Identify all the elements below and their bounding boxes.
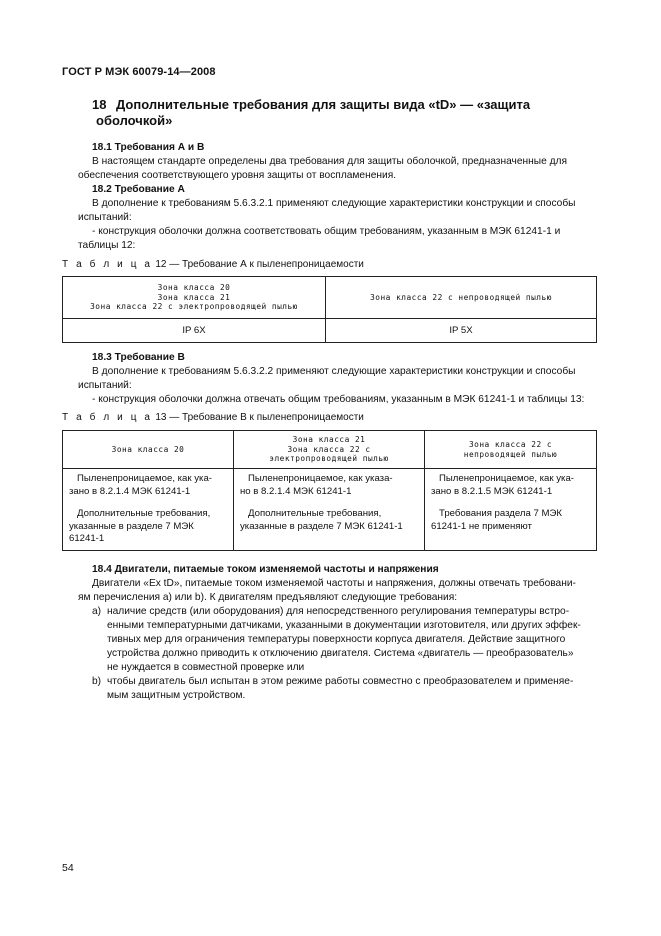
- list-text: енными температурными датчиками, указанными в документации изготовителя, или других эффек-: [107, 620, 581, 631]
- cell-text: Зона класса 22 с электропроводящей пылью: [90, 302, 298, 312]
- page-number: 54: [62, 862, 74, 874]
- paragraph-line: В настоящем стандарте определены два требования для защиты оболочкой, предназначенные для: [92, 156, 567, 167]
- cell-text: Пыленепроницаемое, как ука-: [77, 473, 212, 484]
- subsection-18-4-title: 18.4 Двигатели, питаемые током изменяемой частоты и напряжения: [92, 564, 439, 575]
- caption-text: 12 — Требование А к пыленепроницаемости: [155, 259, 364, 270]
- subsection-18-1-title: 18.1 Требования А и В: [92, 142, 205, 153]
- table-header-cell: [425, 431, 597, 469]
- cell-text: электропроводящей пылью: [269, 454, 389, 464]
- paragraph-line: испытаний:: [78, 212, 132, 223]
- table-header-row: [63, 277, 597, 319]
- list-item-b: [92, 675, 602, 703]
- cell-text: зано в 8.2.1.4 МЭК 61241-1: [69, 485, 191, 497]
- document-header: ГОСТ Р МЭК 60079-14—2008: [62, 66, 216, 78]
- cell-text: Зона класса 22 с непроводящей пылью: [370, 292, 552, 302]
- table-cell: [63, 469, 234, 551]
- table-cell: IP 6X: [63, 319, 326, 343]
- paragraph-line: таблицы 12:: [78, 240, 136, 251]
- cell-text: Зона класса 22 с: [287, 444, 371, 454]
- paragraph-line: ям перечисления а) или b). К двигателям предъявляют следующие требования:: [78, 592, 458, 603]
- caption-text: 13 — Требование В к пыленепроницаемости: [155, 412, 364, 423]
- list-label: b): [92, 676, 102, 687]
- cell-text: Требования раздела 7 МЭК: [439, 508, 562, 519]
- caption-prefix: Т а б л и ц а: [62, 412, 153, 423]
- table-header-cell: [326, 277, 597, 319]
- subsection-18-3-title: 18.3 Требование В: [92, 352, 185, 363]
- cell-text: Пыленепроницаемое, как ука-: [439, 473, 574, 484]
- cell-text: Дополнительные требования,: [77, 508, 211, 519]
- paragraph-line: Двигатели «Ex tD», питаемые током изменяемой частоты и напряжения, должны отвечать требовани-: [92, 578, 576, 589]
- table-12: [62, 276, 597, 343]
- table-row: [63, 469, 597, 551]
- table-cell: IP 5X: [326, 319, 597, 343]
- list-item-a: [92, 605, 602, 675]
- paragraph-line: - конструкция оболочки должна соответствовать общим требованиям, указанным в МЭК 61241-1 и: [92, 226, 561, 237]
- list-text: не нуждается в совместной проверке или: [107, 662, 305, 673]
- cell-text: Зона класса 21: [292, 435, 366, 445]
- cell-text: указанные в разделе 7 МЭК: [69, 520, 194, 532]
- cell-text: 61241-1 не применяют: [431, 520, 532, 532]
- section-title-line1: Дополнительные требования для защиты вида «tD» — «защита: [116, 97, 531, 112]
- table-header-cell: [63, 277, 326, 319]
- cell-text: Пыленепроницаемое, как указа-: [248, 473, 393, 484]
- section-title-line2: оболочкой»: [96, 113, 173, 128]
- paragraph-line: - конструкция оболочки должна отвечать общим требованиям, указанным в МЭК 61241-1 и таблицы 13:: [92, 394, 585, 405]
- section-18-heading: [92, 97, 612, 129]
- table-header-cell: [63, 431, 234, 469]
- cell-text: Зона класса 22 с: [468, 440, 553, 449]
- list-text: чтобы двигатель был испытан в этом режиме работы совместно с преобразователем и применяе-: [107, 676, 574, 687]
- cell-text: Зона класса 20: [111, 444, 185, 454]
- cell-text: указанные в разделе 7 МЭК 61241-1: [240, 520, 403, 532]
- list-text: тивных мер для ограничения температуры поверхности корпуса двигателя. Действие защитного: [107, 634, 566, 645]
- table-13: [62, 430, 597, 551]
- cell-text: 61241-1: [69, 533, 105, 544]
- list-text: наличие средств (или оборудования) для непосредственного регулирования температуры встро-: [107, 606, 570, 617]
- cell-text: непроводящей пылью: [463, 449, 558, 459]
- caption-prefix: Т а б л и ц а: [62, 259, 153, 270]
- paragraph-line: обеспечения соответствующего уровня защиты от воспламенения.: [78, 170, 397, 181]
- table-cell: [425, 469, 597, 551]
- table-header-cell: [234, 431, 425, 469]
- table-header-row: [63, 431, 597, 469]
- cell-text: но в 8.2.1.4 МЭК 61241-1: [240, 485, 352, 497]
- list-text: устройства должно приводить к отключению двигателя. Система «двигатель — преобразователь»: [107, 648, 574, 659]
- paragraph-line: испытаний:: [78, 380, 132, 391]
- cell-text: Зона класса 20: [157, 283, 231, 293]
- table-cell: [234, 469, 425, 551]
- table-12-caption: [62, 259, 364, 270]
- list-text: мым защитным устройством.: [107, 690, 246, 701]
- list-label: a): [92, 606, 102, 617]
- section-number: 18: [92, 97, 107, 112]
- paragraph-line: В дополнение к требованиям 5.6.3.2.2 применяют следующие характеристики конструкции и способы: [92, 366, 576, 377]
- table-row: [63, 319, 597, 343]
- cell-text: зано в 8.2.1.5 МЭК 61241-1: [431, 485, 553, 497]
- cell-text: Зона класса 21: [157, 292, 231, 302]
- table-13-caption: [62, 412, 364, 423]
- cell-text: Дополнительные требования,: [248, 508, 382, 519]
- subsection-18-2-title: 18.2 Требование А: [92, 184, 185, 195]
- paragraph-line: В дополнение к требованиям 5.6.3.2.1 применяют следующие характеристики конструкции и способы: [92, 198, 576, 209]
